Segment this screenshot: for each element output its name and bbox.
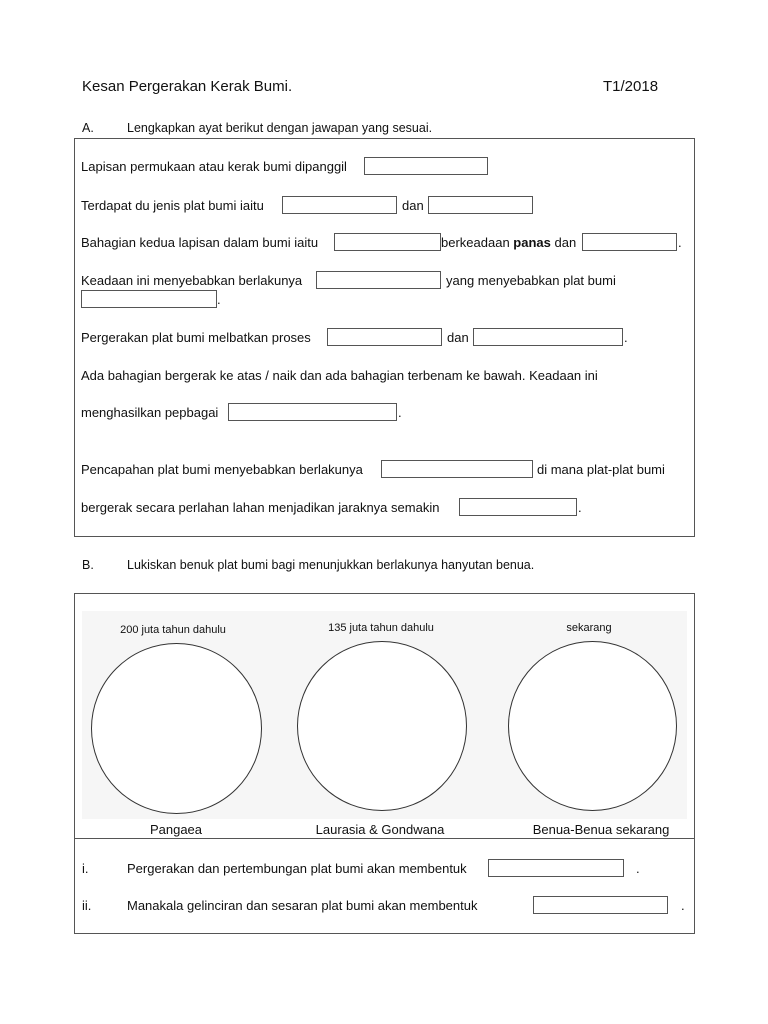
question-i-text: Pergerakan dan pertembungan plat bumi akan membentuk bbox=[127, 861, 467, 876]
line1-text: Lapisan permukaan atau kerak bumi dipanggil bbox=[81, 159, 347, 174]
globe-2-bottom-label: Laurasia & Gondwana bbox=[315, 822, 445, 837]
answer-blank-2[interactable] bbox=[282, 196, 397, 214]
globe-1-bottom-label: Pangaea bbox=[149, 822, 203, 837]
section-b-letter: B. bbox=[82, 558, 94, 572]
line4-end: . bbox=[217, 292, 221, 307]
line8-text-a: Pencapahan plat bumi menyebabkan berlakunya bbox=[81, 462, 363, 477]
globe-2-circle[interactable] bbox=[297, 641, 467, 811]
question-ii-number: ii. bbox=[82, 898, 92, 913]
answer-blank-10[interactable] bbox=[228, 403, 397, 421]
question-i-end: . bbox=[636, 861, 640, 876]
document-code: T1/2018 bbox=[603, 78, 659, 95]
line4-text-b: yang menyebabkan plat bumi bbox=[446, 273, 616, 288]
line9-text: bergerak secara perlahan lahan menjadikan jaraknya semakin bbox=[81, 500, 440, 515]
answer-blank-11[interactable] bbox=[381, 460, 533, 478]
page-title: Kesan Pergerakan Kerak Bumi. bbox=[82, 78, 293, 95]
section-b-divider bbox=[74, 838, 695, 839]
globe-1-top-label: 200 juta tahun dahulu bbox=[120, 624, 226, 636]
globe-3-top-label: sekarang bbox=[566, 622, 612, 634]
line2-text-a: Terdapat du jenis plat bumi iaitu bbox=[81, 198, 264, 213]
globe-1-circle[interactable] bbox=[91, 643, 262, 814]
answer-blank-4[interactable] bbox=[334, 233, 441, 251]
answer-blank-9[interactable] bbox=[473, 328, 623, 346]
line5-text-a: Pergerakan plat bumi melbatkan proses bbox=[81, 330, 311, 345]
answer-blank-8[interactable] bbox=[327, 328, 442, 346]
answer-blank-3[interactable] bbox=[428, 196, 533, 214]
line5-text-b: dan bbox=[447, 330, 469, 345]
line3-text-a: Bahagian kedua lapisan dalam bumi iaitu bbox=[81, 235, 319, 250]
globe-2-top-label: 135 juta tahun dahulu bbox=[328, 622, 434, 634]
answer-blank-14[interactable] bbox=[533, 896, 668, 914]
line3-end: . bbox=[678, 235, 682, 250]
answer-blank-1[interactable] bbox=[364, 157, 488, 175]
line6-text: Ada bahagian bergerak ke atas / naik dan ada bahagian terbenam ke bawah. Keadaan ini bbox=[81, 368, 598, 383]
section-a-letter: A. bbox=[82, 121, 94, 135]
line7-text: menghasilkan pepbagai bbox=[81, 405, 219, 420]
line9-end: . bbox=[578, 500, 582, 515]
answer-blank-13[interactable] bbox=[488, 859, 624, 877]
section-b-instruction: Lukiskan benuk plat bumi bagi menunjukkan berlakunya hanyutan benua. bbox=[127, 558, 535, 572]
question-i-number: i. bbox=[82, 861, 89, 876]
line2-text-b: dan bbox=[402, 198, 424, 213]
answer-blank-7[interactable] bbox=[81, 290, 217, 308]
line7-end: . bbox=[398, 405, 402, 420]
globe-3-bottom-label: Benua-Benua sekarang bbox=[532, 822, 670, 837]
line4-text-a: Keadaan ini menyebabkan berlakunya bbox=[81, 273, 303, 288]
question-ii-end: . bbox=[681, 898, 685, 913]
answer-blank-5[interactable] bbox=[582, 233, 677, 251]
answer-blank-6[interactable] bbox=[316, 271, 441, 289]
globe-3-circle[interactable] bbox=[508, 641, 677, 811]
question-ii-text: Manakala gelinciran dan sesaran plat bumi akan membentuk bbox=[127, 898, 478, 913]
section-a-instruction: Lengkapkan ayat berikut dengan jawapan yang sesuai. bbox=[127, 121, 433, 135]
line3-text-b: berkeadaan panas dan bbox=[441, 235, 577, 250]
line8-text-b: di mana plat-plat bumi bbox=[537, 462, 665, 477]
answer-blank-12[interactable] bbox=[459, 498, 577, 516]
line5-end: . bbox=[624, 330, 628, 345]
